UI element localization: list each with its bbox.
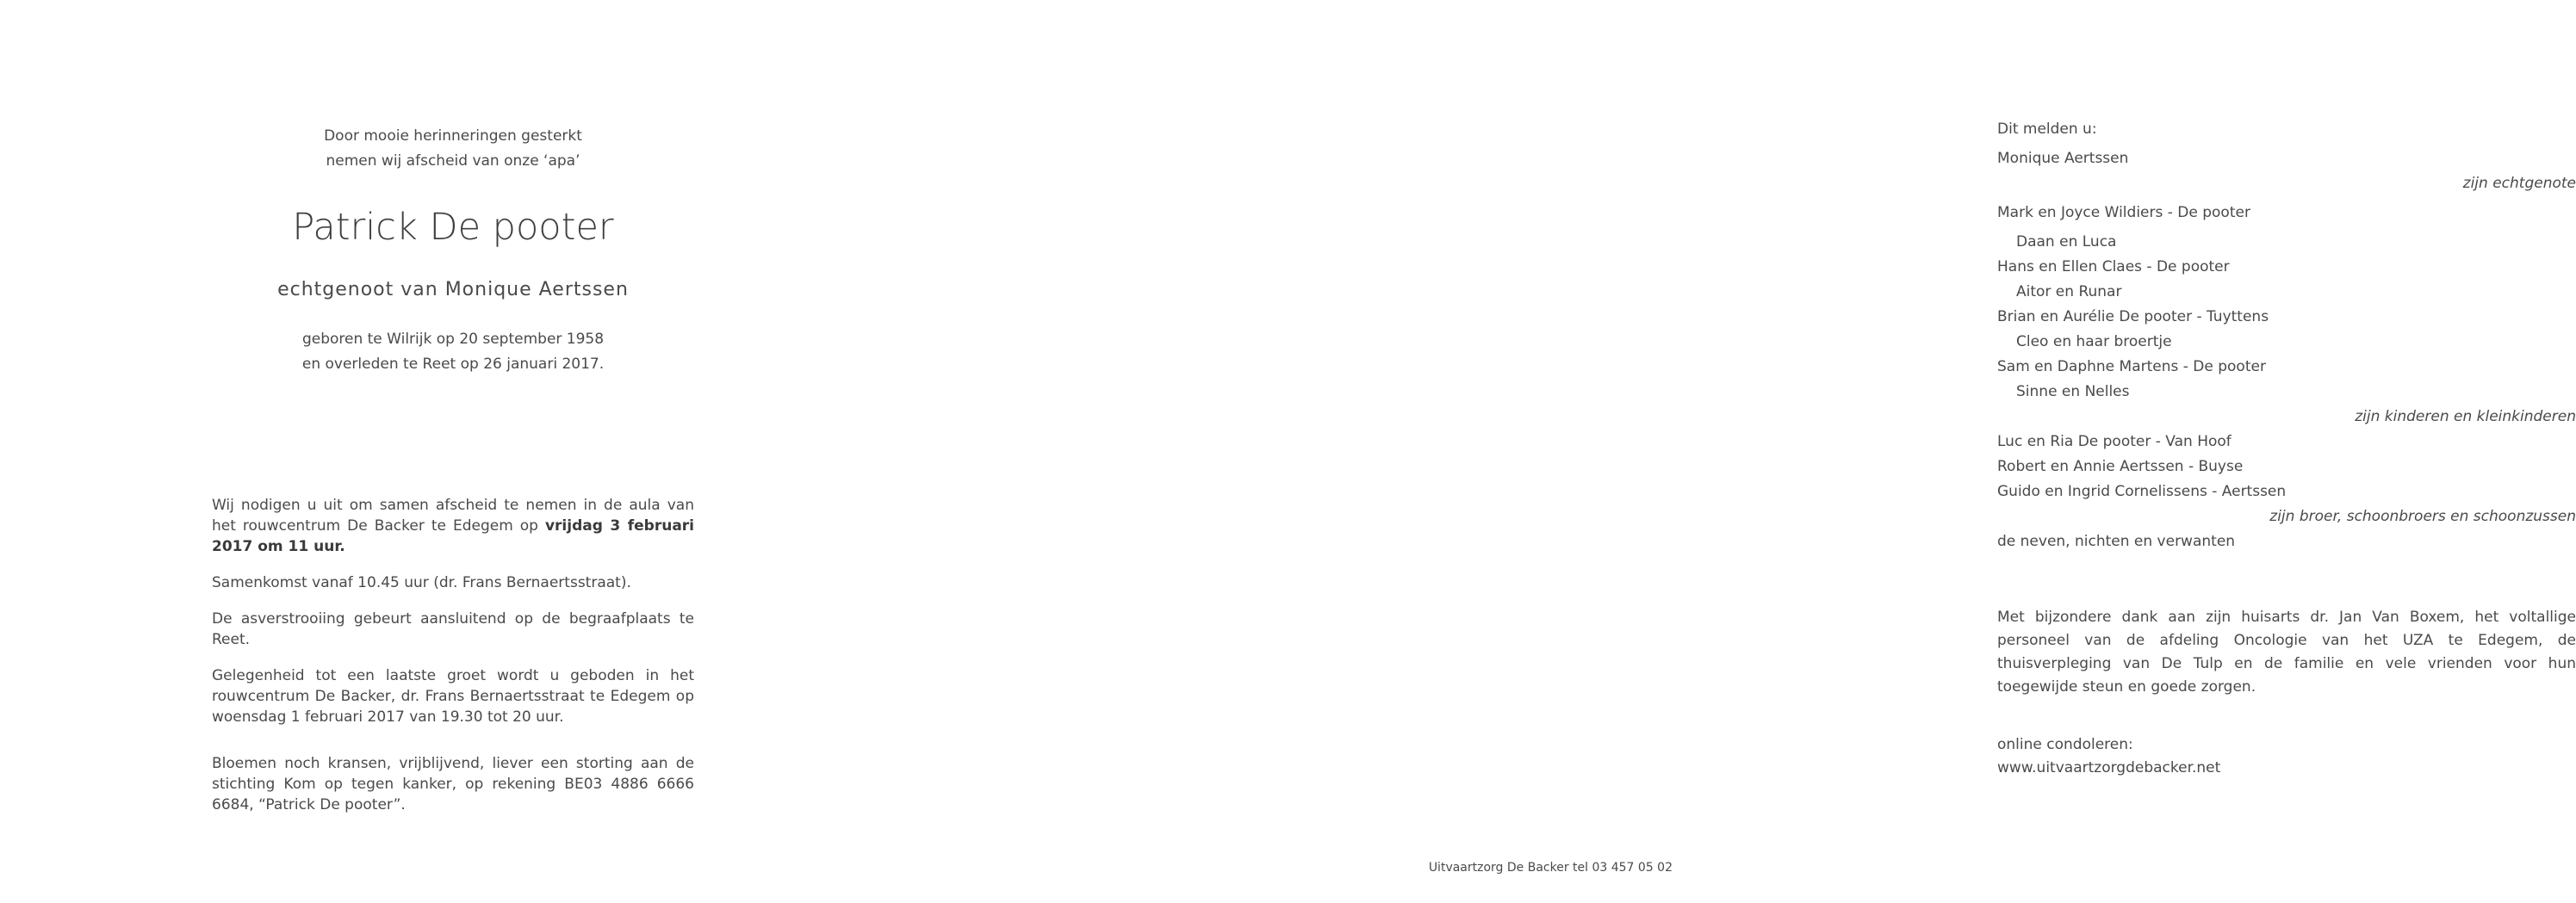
grandchildren-2: Aitor en Runar bbox=[2016, 283, 2122, 300]
grandchildren-1: Daan en Luca bbox=[2016, 233, 2117, 250]
spouse-line: echtgenoot van Monique Aertssen bbox=[277, 279, 629, 300]
thanks-paragraph: Met bijzondere dank aan zijn huisarts dr. Jan Van Boxem, het voltallige personeel van de afdeling Oncologie van het UZA te Edegem, de thuisverpleging van De Tulp en de familie en vele vrienden voor hun toegewijde steun en goede zorgen. bbox=[1997, 609, 2576, 696]
invite-text: Wij nodigen u uit om samen afscheid te nemen in de aula van het rouwcentrum De Backer te Edegem op bbox=[212, 497, 694, 535]
child-family-1: Mark en Joyce Wildiers - De pooter bbox=[1997, 204, 2250, 221]
grandchildren-4: Sinne en Nelles bbox=[2016, 383, 2130, 400]
died-line: en overleden te Reet op 26 januari 2017. bbox=[301, 356, 605, 373]
sibling-2: Robert en Annie Aertssen - Buyse bbox=[1997, 458, 2244, 475]
intro-line-1: Door mooie herinneringen gesterkt bbox=[324, 127, 582, 145]
invite-paragraph bbox=[212, 495, 694, 557]
intro-block bbox=[212, 124, 694, 377]
ceremony-info bbox=[212, 495, 694, 831]
relatives-line: de neven, nichten en verwanten bbox=[1997, 533, 2236, 550]
flowers-paragraph: Bloemen noch kransen, vrijblijvend, liever een storting aan de stichting Kom op tegen kanker, op rekening BE03 4886 6666 6684, “Patrick De pooter”. bbox=[212, 755, 694, 813]
farewell-paragraph: Gelegenheid tot een laatste groet wordt u geboden in het rouwcentrum De Backer, dr. Frans Bernaertsstraat te Edegem op woensdag 1 februari 2017 van 19.30 tot 20 uur. bbox=[212, 667, 694, 726]
child-family-2: Hans en Ellen Claes - De pooter bbox=[1997, 258, 2230, 275]
child-family-4: Sam en Daphne Martens - De pooter bbox=[1997, 358, 2266, 375]
left-page bbox=[0, 0, 903, 903]
family-list bbox=[1997, 117, 2576, 554]
invite-date: vrijdag 3 februari 2017 om 11 uur. bbox=[212, 517, 695, 555]
wife-name: Monique Aertssen bbox=[1997, 150, 2129, 167]
deceased-name: Patrick De pooter bbox=[292, 206, 614, 249]
announce-line: Dit melden u: bbox=[1997, 121, 2097, 138]
siblings-relation: zijn broer, schoonbroers en schoonzussen bbox=[2269, 508, 2576, 525]
grandchildren-3: Cleo en haar broertje bbox=[2016, 333, 2172, 350]
sibling-1: Luc en Ria De pooter - Van Hoof bbox=[1997, 433, 2231, 450]
footer-funeral-home: Uitvaartzorg De Backer tel 03 457 05 02 bbox=[1428, 861, 1673, 875]
intro-line-2: nemen wij afscheid van onze ‘apa’ bbox=[326, 152, 580, 170]
wife-relation: zijn echtgenote bbox=[2462, 175, 2576, 192]
ashes-paragraph: De asverstrooiing gebeurt aansluitend op de begraafplaats te Reet. bbox=[212, 610, 694, 648]
gathering-paragraph: Samenkomst vanaf 10.45 uur (dr. Frans Bernaertsstraat). bbox=[212, 574, 631, 591]
right-page bbox=[903, 0, 2576, 903]
child-family-3: Brian en Aurélie De pooter - Tuyttens bbox=[1997, 308, 2269, 325]
sibling-3: Guido en Ingrid Cornelissens - Aertssen bbox=[1997, 483, 2287, 500]
born-line: geboren te Wilrijk op 20 september 1958 bbox=[301, 331, 605, 348]
children-relation: zijn kinderen en kleinkinderen bbox=[2355, 408, 2576, 425]
online-condolence: online condoleren: www.uitvaartzorgdebacker.net bbox=[1997, 736, 2221, 776]
